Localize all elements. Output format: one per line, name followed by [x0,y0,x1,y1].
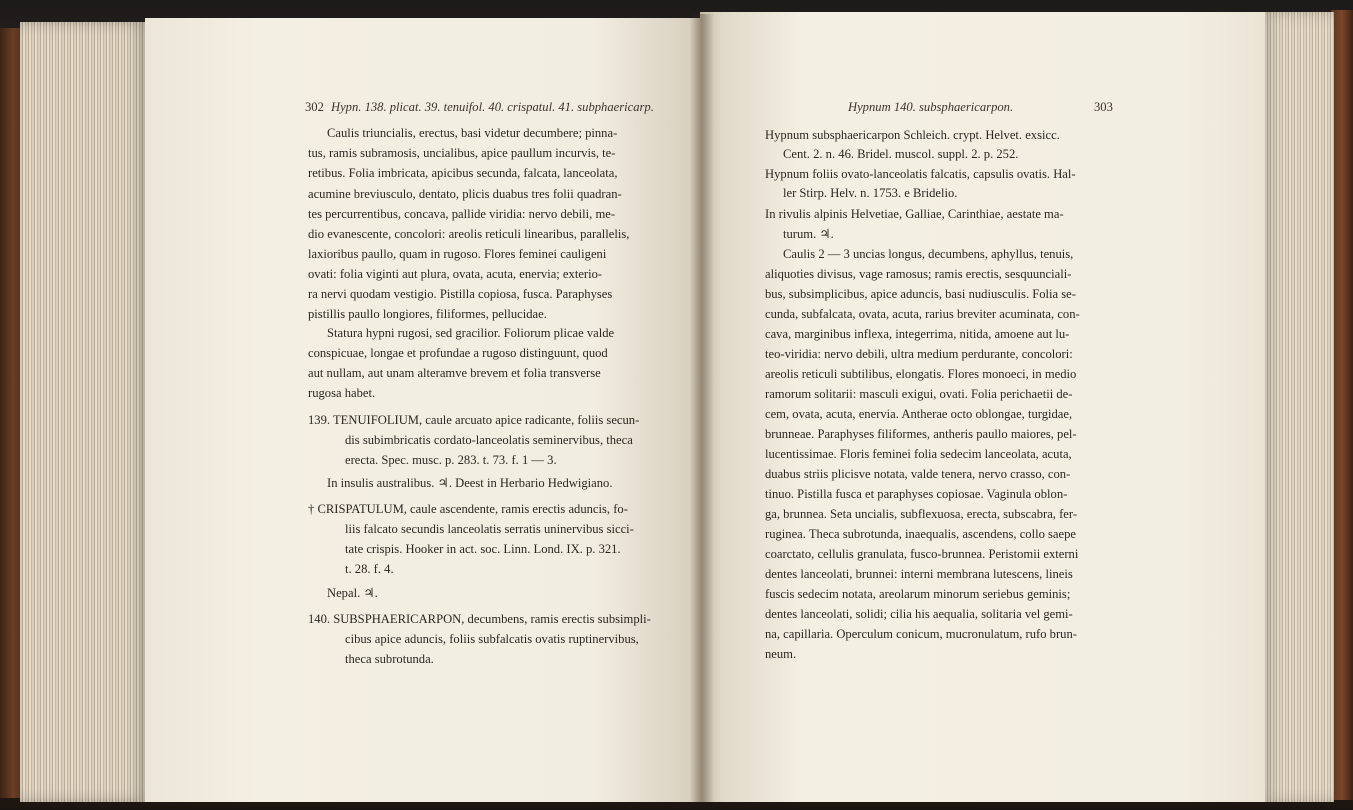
text-line: acumine breviusculo, dentato, plicis duabus tres folii quadran- [308,187,622,201]
text-line: pistillis paullo longiores, filiformes, pellucidae. [308,307,547,321]
text-line: ruginea. Theca subrotunda, inaequalis, ascendens, collo saepe [765,527,1077,541]
text-line: areolis reticuli subtilibus, elongatis. Flores monoeci, in medio [765,367,1077,381]
text-line: tus, ramis subramosis, uncialibus, apice paullum incurvis, te- [308,146,616,160]
text-line: dentes lanceolati, brunnei: interni membrana lutescens, lineis [765,567,1073,581]
text-line: tate crispis. Hooker in act. soc. Linn. Lond. IX. p. 321. [345,542,621,556]
text-line: ramorum solitarii: masculi exigui, ovati. Folia perichaetii de- [765,387,1073,401]
text-line: cunda, subfalcata, ovata, acuta, rarius breviter acuminata, con- [765,307,1080,321]
text-line: dis subimbricatis cordato-lanceolatis seminervibus, theca [345,433,633,447]
text-line: aut nullam, aut unam alteramve brevem et folia transverse [308,366,601,380]
text-line: 140. SUBSPHAERICARPON, decumbens, ramis erectis subsimpli- [308,612,651,626]
text-line: Caulis 2 — 3 uncias longus, decumbens, aphyllus, tenuis, [783,247,1074,261]
left-running-head: Hypn. 138. plicat. 39. tenuifol. 40. crispatul. 41. subphaericarp. [331,100,654,114]
text-line: ga, brunnea. Seta uncialis, subflexuosa, erecta, subscabra, fer- [765,507,1078,521]
text-line: Hypnum subsphaericarpon Schleich. crypt. Helvet. exsicc. [765,128,1060,142]
text-line: tes percurrentibus, concava, pallide viridia: nervo debili, me- [308,207,616,221]
text-line: lucentissimae. Floris feminei folia sedecim lanceolata, acuta, [765,447,1072,461]
text-line: Caulis triuncialis, erectus, basi videtur decumbere; pinna- [327,126,618,140]
right-page-number: 303 [1094,100,1113,114]
text-line: retibus. Folia imbricata, apicibus secunda, falcata, lanceolata, [308,166,618,180]
text-line: In rivulis alpinis Helvetiae, Galliae, Carinthiae, aestate ma- [765,207,1064,221]
text-line: dentes lanceolati, solidi; cilia his aequalia, solitaria vel gemi- [765,607,1073,621]
text-line: theca subrotunda. [345,652,434,666]
text-line: dio evanescente, concolori: areolis reticuli linearibus, parallelis, [308,227,630,241]
text-line: duabus striis plicisve notata, valde tenera, nervo crasso, con- [765,467,1071,481]
left-page-number: 302 [305,100,324,114]
text-line: tinuo. Pistilla fusca et paraphyses copiosae. Vaginula oblon- [765,487,1068,501]
text-line: rugosa habet. [308,386,376,400]
text-line: † CRISPATULUM, caule ascendente, ramis erectis aduncis, fo- [308,502,628,516]
text-line: brunneae. Paraphyses filiformes, antheris paullo maiores, pel- [765,427,1077,441]
book-cover-right [1331,10,1353,800]
text-line: t. 28. f. 4. [345,562,394,576]
page-block-right [1262,12,1334,802]
text-line: cem, ovata, acuta, enervia. Antherae octo oblongae, turgidae, [765,407,1073,421]
text-line: fuscis sedecim notata, areolarum minorum seriebus geminis; [765,587,1071,601]
text-line: 139. TENUIFOLIUM, caule arcuato apice radicante, foliis secun- [308,413,640,427]
text-line: Hypnum foliis ovato-lanceolatis falcatis, capsulis ovatis. Hal- [765,167,1076,181]
text-line: turum. ♃. [783,227,834,241]
text-line: liis falcato secundis lanceolatis serratis uninervibus sicci- [345,522,634,536]
text-line: Cent. 2. n. 46. Bridel. muscol. suppl. 2. p. 252. [783,147,1019,161]
text-line: ra nervi quodam vestigio. Pistilla copiosa, fusca. Paraphyses [308,287,613,301]
text-line: neum. [765,647,797,661]
text-line: Statura hypni rugosi, sed gracilior. Foliorum plicae valde [327,326,615,340]
text-line: cibus apice aduncis, foliis subfalcatis ovatis ruptinervibus, [345,632,639,646]
text-line: laxioribus paullo, quam in rugoso. Flores feminei cauligeni [308,247,607,261]
text-line: bus, subsimplicibus, apice aduncis, basi nudiusculis. Folia se- [765,287,1076,301]
text-line: ovati: folia viginti aut plura, ovata, acuta, enervia; exterio- [308,267,603,281]
text-line: aliquoties divisus, vage ramosus; ramis erectis, sesquunciali- [765,267,1072,281]
text-line: na, capillaria. Operculum conicum, mucronulatum, rufo brun- [765,627,1077,641]
right-running-head: Hypnum 140. subsphaericarpon. [848,100,1014,114]
text-line: In insulis australibus. ♃. Deest in Herbario Hedwigiano. [327,476,613,490]
text-line: ler Stirp. Helv. n. 1753. e Bridelio. [783,186,958,200]
page-block-left [20,22,148,802]
text-line: teo-viridia: nervo debili, ultra medium perdurante, concolori: [765,347,1073,361]
text-line: conspicuae, longae et profundae a rugoso distinguunt, quod [308,346,608,360]
text-line: erecta. Spec. musc. p. 283. t. 73. f. 1 — 3. [345,453,557,467]
book-gutter [690,14,714,802]
text-line: cava, marginibus inflexa, integerrima, nitida, amoene aut lu- [765,327,1070,341]
text-line: Nepal. ♃. [327,586,378,600]
text-line: coarctato, cellulis granulata, fusco-brunnea. Peristomii externi [765,547,1079,561]
